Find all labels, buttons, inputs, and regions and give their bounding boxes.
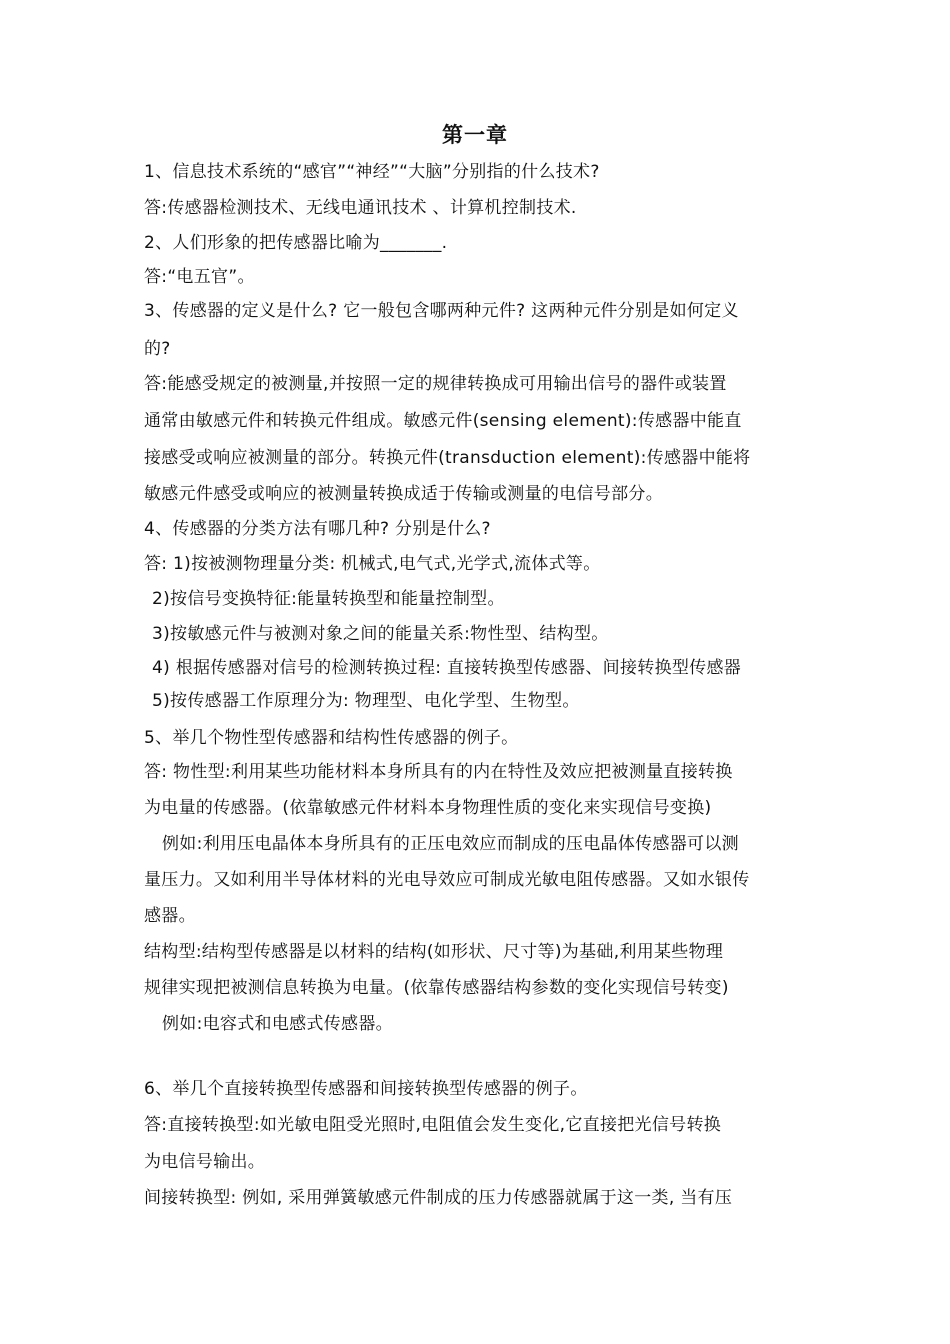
answer-5-structural-line-2: 规律实现把被测信息转换为电量。(依靠传感器结构参数的变化实现信号转变) (144, 978, 729, 998)
answer-6-line-3: 间接转换型: 例如, 采用弹簧敏感元件制成的压力传感器就属于这一类, 当有压 (144, 1188, 733, 1208)
answer-6-line-1: 答:直接转换型:如光敏电阻受光照时,电阻值会发生变化,它直接把光信号转换 (144, 1115, 722, 1135)
answer-5-line-1: 答: 物性型:利用某些功能材料本身所具有的内在特性及效应把被测量直接转换 (144, 762, 733, 782)
answer-5-example-1-line-2: 量压力。又如利用半导体材料的光电导效应可制成光敏电阻传感器。又如水银传 (144, 870, 750, 890)
answer-1: 答:传感器检测技术、无线电通讯技术 、计算机控制技术. (144, 198, 577, 218)
answer-5-example-2: 例如:电容式和电感式传感器。 (162, 1014, 393, 1034)
question-1: 1、信息技术系统的“感官”“神经”“大脑”分别指的什么技术? (144, 162, 600, 182)
question-2: 2、人们形象的把传感器比喻为_______. (144, 233, 448, 253)
answer-2: 答:“电五官”。 (144, 267, 255, 287)
question-3-line-2: 的? (144, 339, 171, 359)
answer-4-item-4: 4) 根据传感器对信号的检测转换过程: 直接转换型传感器、间接转换型传感器 (152, 658, 742, 678)
answer-4-item-1: 答: 1)按被测物理量分类: 机械式,电气式,光学式,流体式等。 (144, 554, 601, 574)
answer-3-line-3: 接感受或响应被测量的部分。转换元件(transduction element):传感器中能将 (144, 448, 751, 468)
answer-4-item-5: 5)按传感器工作原理分为: 物理型、电化学型、生物型。 (152, 691, 580, 711)
question-5: 5、举几个物性型传感器和结构性传感器的例子。 (144, 728, 519, 748)
answer-3-line-4: 敏感元件感受或响应的被测量转换成适于传输或测量的电信号部分。 (144, 484, 663, 504)
answer-5-line-2: 为电量的传感器。(依靠敏感元件材料本身物理性质的变化来实现信号变换) (144, 798, 712, 818)
question-6: 6、举几个直接转换型传感器和间接转换型传感器的例子。 (144, 1079, 588, 1099)
chapter-title: 第一章 (442, 123, 508, 147)
answer-5-example-1-line-3: 感器。 (144, 906, 196, 926)
question-4: 4、传感器的分类方法有哪几种? 分别是什么? (144, 519, 491, 539)
answer-3-line-2: 通常由敏感元件和转换元件组成。敏感元件(sensing element):传感器中能直 (144, 411, 742, 431)
answer-4-item-2: 2)按信号变换特征:能量转换型和能量控制型。 (152, 589, 505, 609)
answer-3-line-1: 答:能感受规定的被测量,并按照一定的规律转换成可用输出信号的器件或装置 (144, 374, 727, 394)
answer-5-structural-line-1: 结构型:结构型传感器是以材料的结构(如形状、尺寸等)为基础,利用某些物理 (144, 942, 724, 962)
question-3-line-1: 3、传感器的定义是什么? 它一般包含哪两种元件? 这两种元件分别是如何定义 (144, 301, 739, 321)
answer-5-example-1-line-1: 例如:利用压电晶体本身所具有的正压电效应而制成的压电晶体传感器可以测 (162, 834, 739, 854)
answer-6-line-2: 为电信号输出。 (144, 1152, 266, 1172)
answer-4-item-3: 3)按敏感元件与被测对象之间的能量关系:物性型、结构型。 (152, 624, 609, 644)
